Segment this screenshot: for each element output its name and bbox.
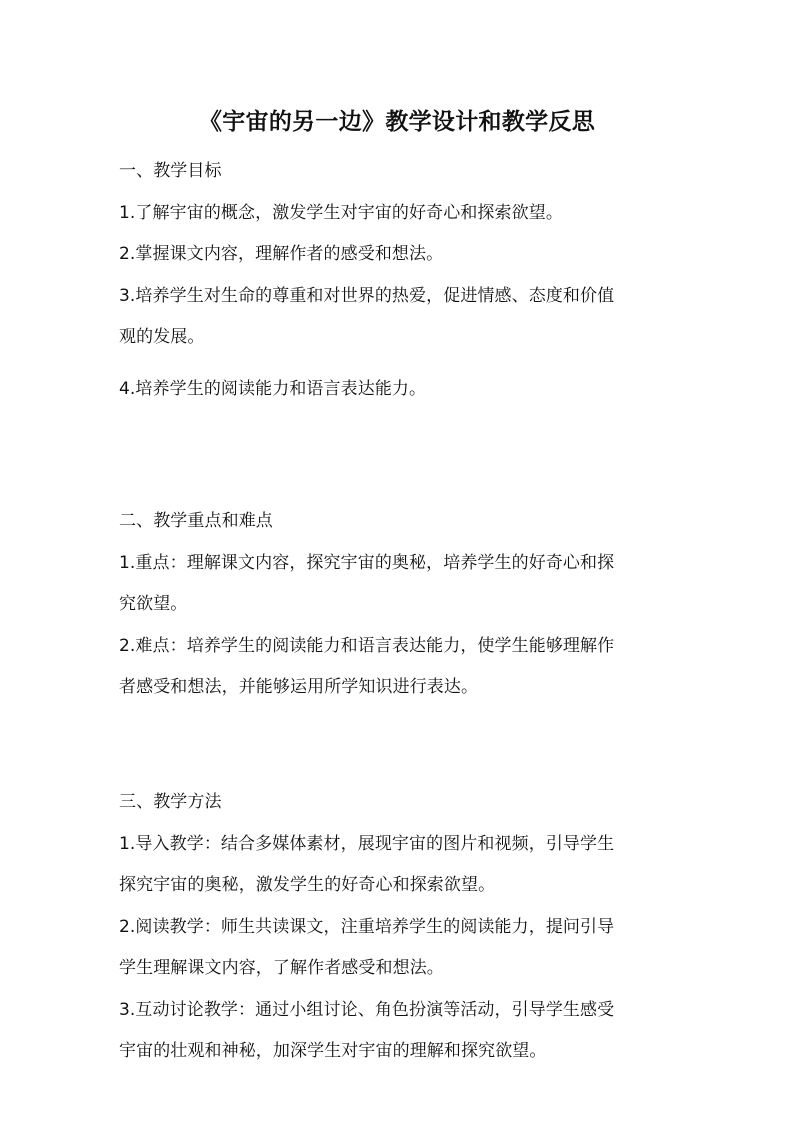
paragraph-line: 1.导入教学：结合多媒体素材，展现宇宙的图片和视频，引导学生	[119, 834, 615, 854]
paragraph-line: 2.掌握课文内容，理解作者的感受和想法。	[119, 244, 444, 264]
paragraph-line: 宇宙的壮观和神秘，加深学生对宇宙的理解和探究欲望。	[119, 1041, 547, 1061]
paragraph-line: 学生理解课文内容，了解作者感受和想法。	[119, 958, 444, 978]
paragraph-line: 2.阅读教学：师生共读课文，注重培养学生的阅读能力，提问引导	[119, 917, 615, 937]
section-heading-methods: 三、教学方法	[119, 792, 222, 812]
paragraph-line: 究欲望。	[119, 594, 188, 614]
paragraph-line: 3.培养学生对生命的尊重和对世界的热爱，促进情感、态度和价值	[119, 286, 615, 306]
paragraph-line: 者感受和想法，并能够运用所学知识进行表达。	[119, 677, 479, 697]
section-heading-objectives: 一、教学目标	[119, 161, 222, 181]
paragraph-line: 观的发展。	[119, 327, 205, 347]
paragraph-line: 探究宇宙的奥秘，激发学生的好奇心和探索欲望。	[119, 875, 496, 895]
document-title: 《宇宙的另一边》教学设计和教学反思	[198, 109, 596, 135]
paragraph-line: 3.互动讨论教学：通过小组讨论、角色扮演等活动，引导学生感受	[119, 1000, 615, 1020]
section-heading-key-points: 二、教学重点和难点	[119, 511, 273, 531]
paragraph-line: 1.了解宇宙的概念，激发学生对宇宙的好奇心和探索欲望。	[119, 203, 563, 223]
paragraph-line: 1.重点：理解课文内容，探究宇宙的奥秘，培养学生的好奇心和探	[119, 553, 615, 573]
paragraph-line: 2.难点：培养学生的阅读能力和语言表达能力，使学生能够理解作	[119, 636, 615, 656]
paragraph-line: 4.培养学生的阅读能力和语言表达能力。	[119, 379, 427, 399]
